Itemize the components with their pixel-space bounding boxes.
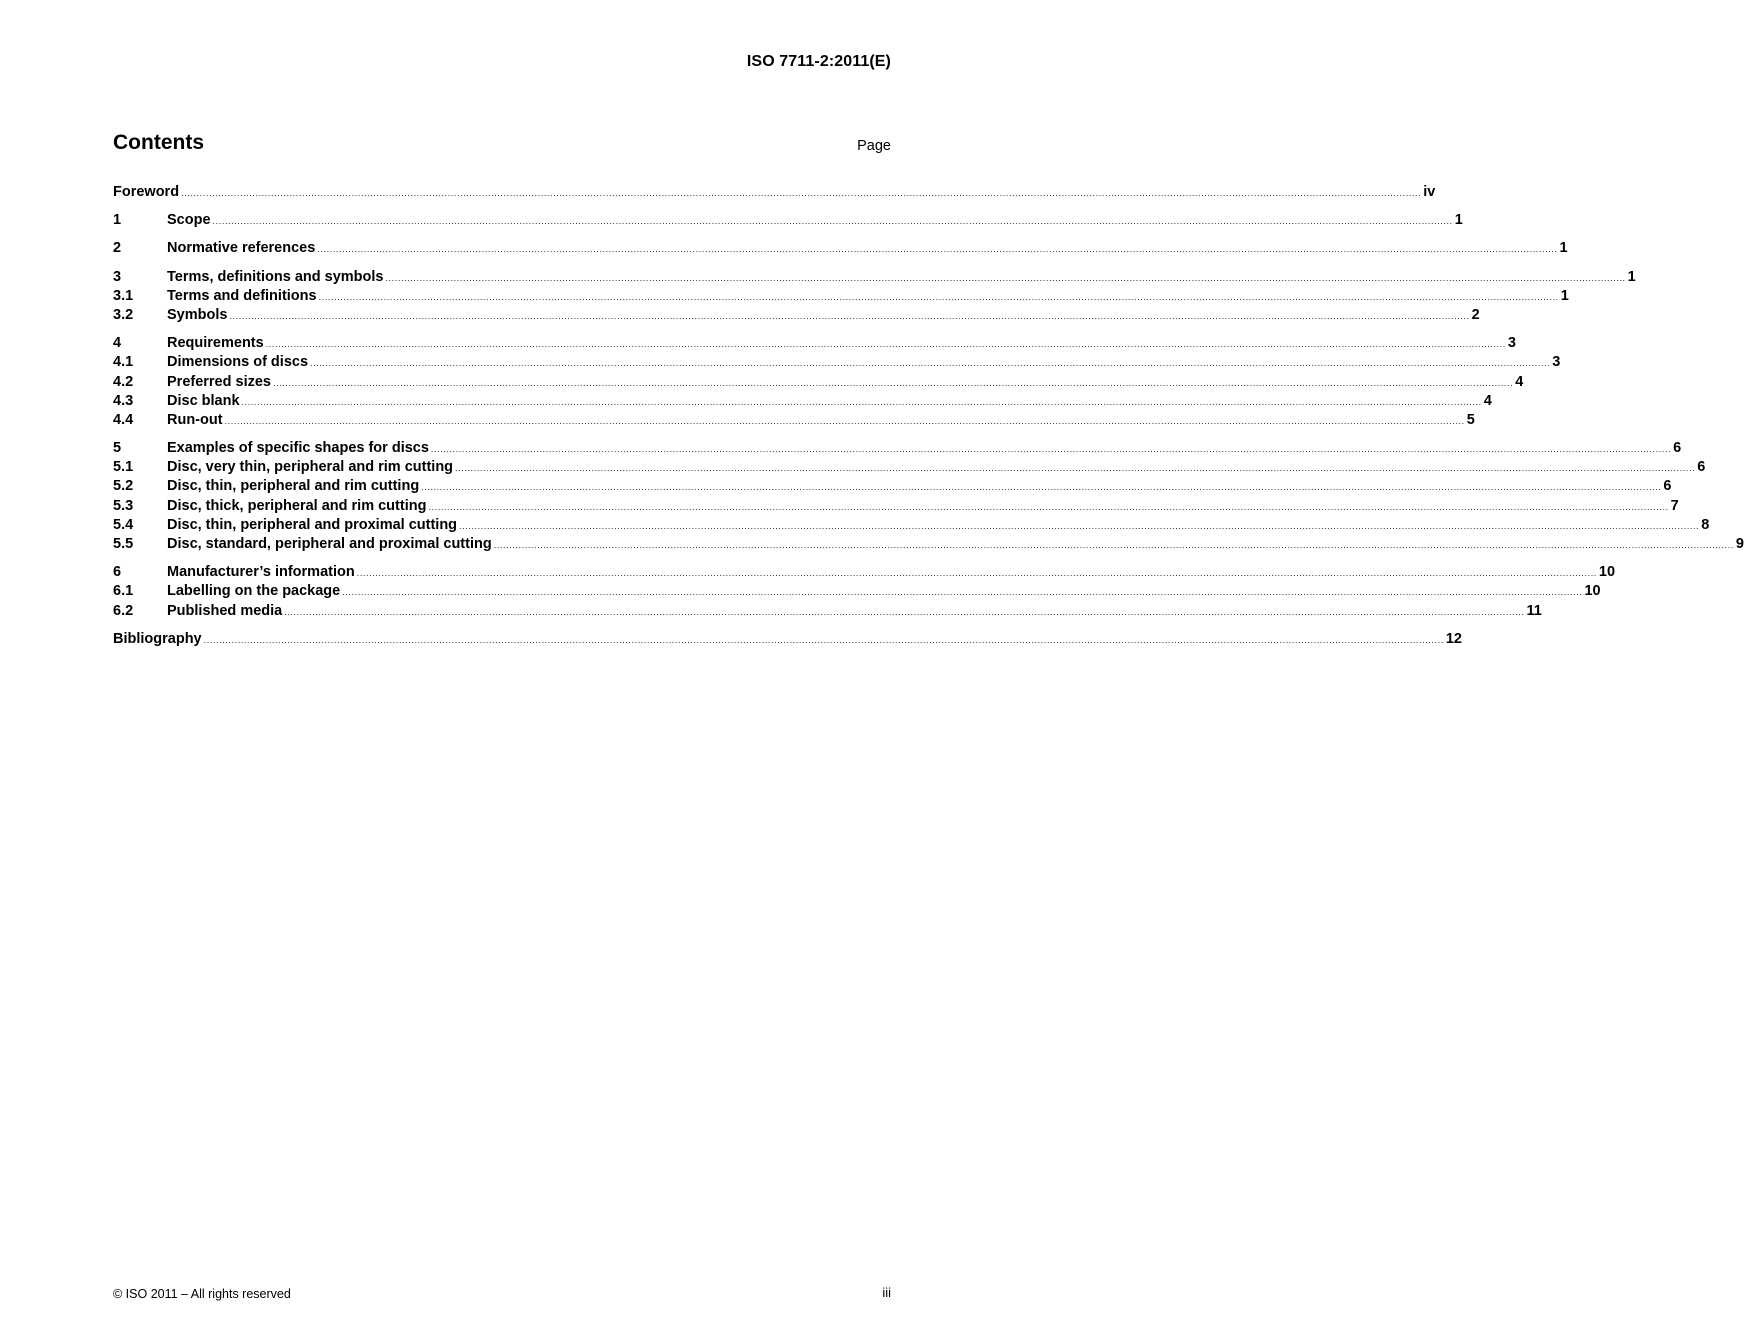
toc-entry-title: Scope	[167, 212, 211, 229]
dot-leader: ................................................................................................................................................................................................................................................................................................................................................................................................................	[229, 310, 1470, 321]
dot-leader: ................................................................................................................................................................................................................................................................................................................................................................................................................	[318, 291, 1559, 302]
toc-entry[interactable]	[113, 392, 1492, 411]
toc-entry-number: 5	[113, 440, 122, 457]
toc-entry-number: 4	[113, 335, 122, 352]
toc-entry-page: 6	[1673, 440, 1682, 457]
toc-entry[interactable]	[113, 563, 1616, 582]
toc-entry-title: Manufacturer’s information	[167, 564, 355, 581]
dot-leader: ................................................................................................................................................................................................................................................................................................................................................................................................................	[430, 444, 1672, 455]
dot-leader: ................................................................................................................................................................................................................................................................................................................................................................................................................	[421, 482, 1662, 493]
toc-entry-page: 10	[1584, 583, 1601, 600]
toc-entry[interactable]	[113, 630, 1462, 649]
toc-entry[interactable]	[113, 239, 1568, 258]
toc-entry-number: 5.3	[113, 497, 134, 514]
toc-entry-page: 7	[1670, 497, 1679, 514]
toc-entry-title: Disc, standard, peripheral and proximal cutting	[167, 536, 492, 552]
toc-entry-title: Labelling on the package	[167, 583, 341, 600]
toc-entry-title: Run-out	[167, 411, 223, 428]
toc-entry-title: Bibliography	[113, 630, 202, 647]
toc-entry-number: 4.1	[113, 354, 134, 371]
toc-entry-page: 3	[1552, 354, 1561, 371]
toc-entry-title: Symbols	[167, 306, 228, 323]
dot-leader: ................................................................................................................................................................................................................................................................................................................................................................................................................	[181, 188, 1422, 198]
toc-entry-title: Terms, definitions and symbols	[167, 268, 384, 285]
toc-entry-number: 1	[113, 212, 122, 229]
toc-entry[interactable]	[113, 306, 1480, 325]
toc-entry-title: Disc, very thin, peripheral and rim cutting	[167, 459, 454, 476]
toc-entry[interactable]	[113, 497, 1679, 516]
toc-entry-page: 6	[1663, 478, 1672, 495]
toc-entry[interactable]	[113, 287, 1569, 306]
toc-entry-number: 5.2	[113, 478, 134, 495]
table-of-contents	[113, 183, 1744, 649]
copyright-notice: © ISO 2011 – All rights reserved	[113, 1287, 291, 1301]
toc-entry[interactable]	[113, 439, 1682, 458]
toc-entry-title: Dimensions of discs	[167, 354, 309, 371]
dot-leader: ................................................................................................................................................................................................................................................................................................................................................................................................................	[493, 540, 1734, 550]
toc-entry-page: 4	[1483, 392, 1492, 409]
dot-leader: ................................................................................................................................................................................................................................................................................................................................................................................................................	[385, 272, 1626, 283]
toc-entry[interactable]	[113, 582, 1601, 601]
toc-entry-page: 9	[1735, 536, 1744, 552]
contents-heading: Contents	[113, 131, 204, 154]
toc-entry-page: iv	[1423, 184, 1436, 200]
toc-entry-number: 4.3	[113, 392, 134, 409]
toc-entry-title: Examples of specific shapes for discs	[167, 440, 429, 457]
toc-entry[interactable]	[113, 211, 1463, 230]
toc-entry-page: 1	[1454, 212, 1463, 229]
toc-entry[interactable]	[113, 334, 1516, 353]
toc-entry[interactable]	[113, 373, 1524, 392]
toc-entry-title: Disc blank	[167, 392, 240, 409]
dot-leader: ................................................................................................................................................................................................................................................................................................................................................................................................................	[284, 606, 1525, 617]
page-number: iii	[882, 1285, 891, 1300]
toc-entry[interactable]	[113, 477, 1672, 496]
dot-leader: ................................................................................................................................................................................................................................................................................................................................................................................................................	[428, 501, 1669, 512]
toc-entry-page: 5	[1466, 411, 1475, 428]
toc-entry-page: 1	[1560, 287, 1569, 304]
toc-entry-number: 4.2	[113, 373, 134, 390]
toc-entry[interactable]	[113, 268, 1636, 287]
dot-leader: ................................................................................................................................................................................................................................................................................................................................................................................................................	[212, 216, 1453, 227]
toc-entry-number: 5.4	[113, 516, 134, 533]
toc-entry-number: 3.2	[113, 306, 134, 323]
toc-entry-title: Disc, thick, peripheral and rim cutting	[167, 497, 427, 514]
dot-leader: ................................................................................................................................................................................................................................................................................................................................................................................................................	[459, 520, 1700, 531]
toc-entry-number: 6.2	[113, 602, 134, 619]
dot-leader: ................................................................................................................................................................................................................................................................................................................................................................................................................	[241, 396, 1482, 407]
dot-leader: ................................................................................................................................................................................................................................................................................................................................................................................................................	[356, 568, 1597, 579]
toc-entry-title: Preferred sizes	[167, 373, 271, 390]
toc-entry-title: Normative references	[167, 240, 316, 257]
toc-entry-number: 3.1	[113, 287, 134, 304]
toc-entry-title: Disc, thin, peripheral and rim cutting	[167, 478, 420, 495]
dot-leader: ................................................................................................................................................................................................................................................................................................................................................................................................................	[310, 358, 1551, 369]
toc-entry[interactable]	[113, 516, 1710, 535]
toc-entry[interactable]	[113, 602, 1542, 621]
dot-leader: ................................................................................................................................................................................................................................................................................................................................................................................................................	[224, 415, 1465, 426]
toc-entry-title: Disc, thin, peripheral and proximal cutting	[167, 516, 458, 533]
toc-entry-page: 10	[1598, 564, 1616, 581]
toc-entry-number: 6	[113, 564, 122, 581]
toc-entry-page: 8	[1701, 516, 1710, 533]
toc-entry-title: Requirements	[167, 335, 264, 352]
toc-entry-number: 4.4	[113, 411, 134, 428]
toc-entry-number: 5.5	[113, 536, 134, 552]
toc-entry-page: 11	[1526, 602, 1542, 619]
toc-entry-number: 6.1	[113, 583, 134, 600]
toc-entry-page: 4	[1515, 373, 1524, 390]
dot-leader: ................................................................................................................................................................................................................................................................................................................................................................................................................	[265, 339, 1506, 350]
toc-entry-number: 2	[113, 240, 122, 257]
toc-entry-page: 1	[1627, 268, 1636, 285]
toc-entry-page: 3	[1507, 335, 1516, 352]
toc-entry-number: 3	[113, 268, 122, 285]
toc-entry-title: Terms and definitions	[167, 287, 317, 304]
toc-entry[interactable]	[113, 458, 1706, 477]
page-column-label: Page	[857, 138, 891, 154]
dot-leader: ................................................................................................................................................................................................................................................................................................................................................................................................................	[317, 244, 1558, 255]
toc-entry[interactable]	[113, 535, 1744, 554]
dot-leader: ................................................................................................................................................................................................................................................................................................................................................................................................................	[272, 377, 1514, 388]
toc-entry-title: Foreword	[113, 184, 180, 200]
toc-entry[interactable]	[113, 353, 1561, 372]
toc-entry-page: 6	[1697, 459, 1706, 476]
dot-leader: ................................................................................................................................................................................................................................................................................................................................................................................................................	[455, 463, 1696, 474]
toc-entry-page: 2	[1471, 306, 1480, 323]
toc-entry-title: Published media	[167, 602, 283, 619]
toc-entry-page: 1	[1559, 240, 1568, 257]
toc-entry[interactable]	[113, 411, 1475, 430]
document-id: ISO 7711-2:2011(E)	[746, 53, 891, 70]
dot-leader: ................................................................................................................................................................................................................................................................................................................................................................................................................	[342, 587, 1583, 598]
dot-leader: ................................................................................................................................................................................................................................................................................................................................................................................................................	[203, 634, 1444, 645]
toc-entry[interactable]	[113, 183, 1436, 202]
toc-entry-page: 12	[1445, 630, 1462, 647]
toc-entry-number: 5.1	[113, 459, 134, 476]
